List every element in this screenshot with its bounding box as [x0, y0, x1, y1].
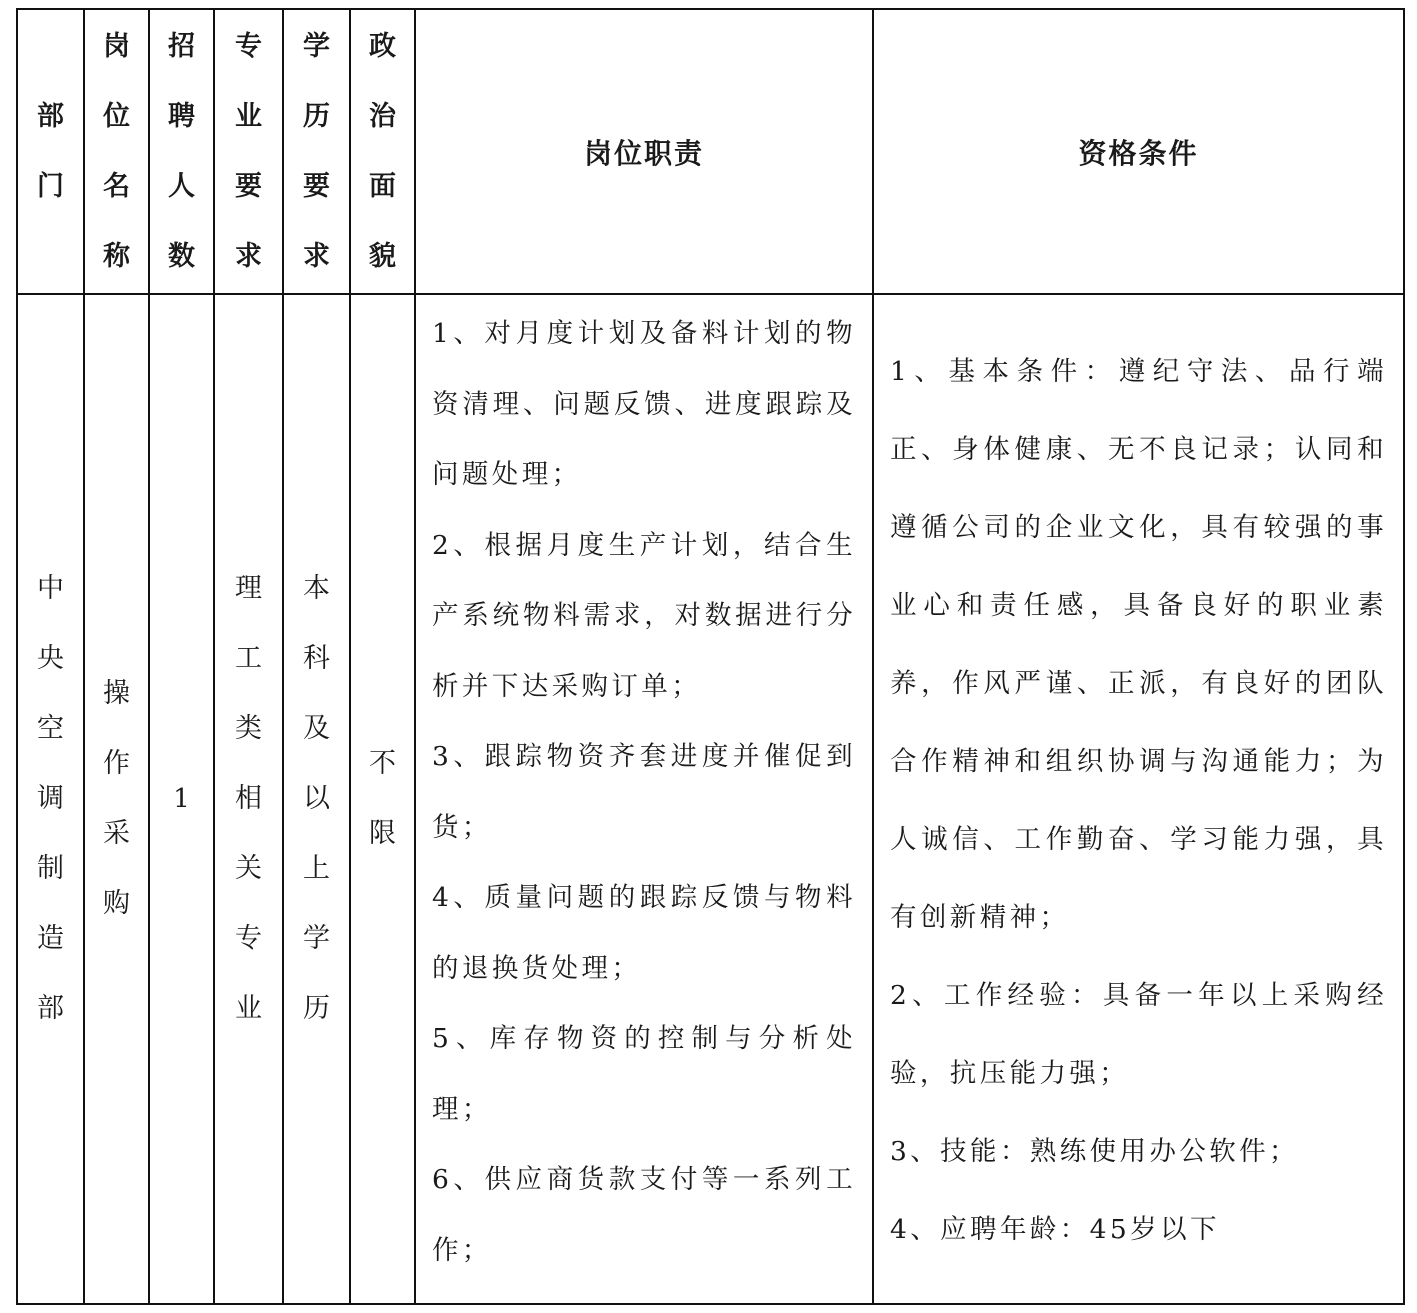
cell-position: [84, 294, 149, 1304]
vertical-char: 限: [369, 818, 396, 849]
vertical-char: 招: [168, 30, 195, 62]
vertical-char: 业: [235, 100, 262, 132]
vertical-char: 操: [103, 678, 130, 709]
vertical-char: 类: [235, 713, 262, 744]
vertical-char: 作: [103, 748, 130, 779]
vertical-char: 治: [369, 100, 396, 132]
duty-item: 2、根据月度生产计划，结合生产系统物料需求，对数据进行分析并下达采购订单；: [432, 529, 856, 702]
header-qualifications: 资格条件: [873, 9, 1404, 294]
header-dept: [17, 9, 84, 294]
vertical-char: 关: [235, 853, 262, 884]
cell-duties: [415, 294, 873, 1304]
header-row: [17, 9, 1404, 294]
vertical-char: 调: [37, 783, 64, 814]
duty-item: 6、供应商货款支付等一系列工作；: [432, 1164, 856, 1266]
vertical-char: 貌: [369, 240, 396, 272]
vertical-char: 数: [168, 240, 195, 272]
vertical-char: 人: [168, 170, 195, 202]
vertical-char: 工: [235, 643, 262, 674]
header-position: [84, 9, 149, 294]
duty-item: 5、库存物资的控制与分析处理；: [432, 1023, 856, 1125]
vertical-char: 历: [303, 993, 330, 1024]
vertical-char: 要: [235, 170, 262, 202]
vertical-char: 部: [37, 993, 64, 1024]
cell-qualifications: [873, 294, 1404, 1304]
vertical-char: 专: [235, 30, 262, 62]
vertical-char: 部: [37, 100, 64, 132]
vertical-char: 理: [235, 573, 262, 604]
vertical-char: 面: [369, 170, 396, 202]
vertical-char: 造: [37, 923, 64, 954]
vertical-char: 以: [303, 783, 330, 814]
vertical-char: 采: [103, 818, 130, 849]
qualification-item: 4、应聘年龄：45岁以下: [890, 1214, 1220, 1245]
vertical-char: 要: [303, 170, 330, 202]
vertical-char: 学: [303, 923, 330, 954]
duty-item: 4、质量问题的跟踪反馈与物料的退换货处理；: [432, 882, 856, 984]
duty-item: 1、对月度计划及备料计划的物资清理、问题反馈、进度跟踪及问题处理；: [432, 318, 856, 490]
vertical-char: 政: [369, 30, 396, 62]
vertical-char: 科: [303, 643, 330, 674]
vertical-char: 名: [103, 170, 130, 202]
vertical-char: 位: [103, 100, 130, 132]
header-education: [283, 9, 350, 294]
cell-major: [214, 294, 283, 1304]
vertical-char: 求: [235, 240, 262, 272]
vertical-char: 中: [37, 573, 64, 604]
qualification-item: 3、技能：熟练使用办公软件；: [890, 1136, 1299, 1167]
vertical-char: 岗: [103, 30, 130, 62]
cell-political: [350, 294, 415, 1304]
qualification-item: 1、基本条件：遵纪守法、品行端正、身体健康、无不良记录；认同和遵循公司的企业文化，具有较强的事业心和责任感，具备良好的职业素养，作风严谨、正派，有良好的团队合作精神和组织协调与沟通能力；为人诚信、工作勤奋、学习能力强，具有创新精神；: [890, 356, 1387, 933]
vertical-char: 求: [303, 240, 330, 272]
vertical-char: 历: [303, 100, 330, 132]
vertical-char: 相: [235, 783, 262, 814]
header-duties: 岗位职责: [415, 9, 873, 294]
cell-education: [283, 294, 350, 1304]
cell-count: 1: [149, 294, 214, 1304]
vertical-char: 称: [103, 240, 130, 272]
header-major: [214, 9, 283, 294]
vertical-char: 上: [303, 853, 330, 884]
duty-item: 3、跟踪物资齐套进度并催促到货；: [432, 741, 856, 843]
vertical-char: 制: [37, 853, 64, 884]
header-count: [149, 9, 214, 294]
vertical-char: 本: [303, 573, 330, 604]
vertical-char: 空: [37, 713, 64, 744]
vertical-char: 购: [103, 888, 130, 919]
qualification-item: 2、工作经验：具备一年以上采购经验，抗压能力强；: [890, 980, 1387, 1089]
cell-dept: [17, 294, 84, 1304]
vertical-char: 聘: [168, 100, 195, 132]
recruitment-table: [16, 8, 1405, 1305]
vertical-char: 专: [235, 923, 262, 954]
vertical-char: 及: [303, 713, 330, 744]
vertical-char: 不: [369, 748, 396, 779]
vertical-char: 学: [303, 30, 330, 62]
vertical-char: 央: [37, 643, 64, 674]
table-row: [17, 294, 1404, 1304]
header-political: [350, 9, 415, 294]
vertical-char: 门: [37, 170, 64, 202]
vertical-char: 业: [235, 993, 262, 1024]
